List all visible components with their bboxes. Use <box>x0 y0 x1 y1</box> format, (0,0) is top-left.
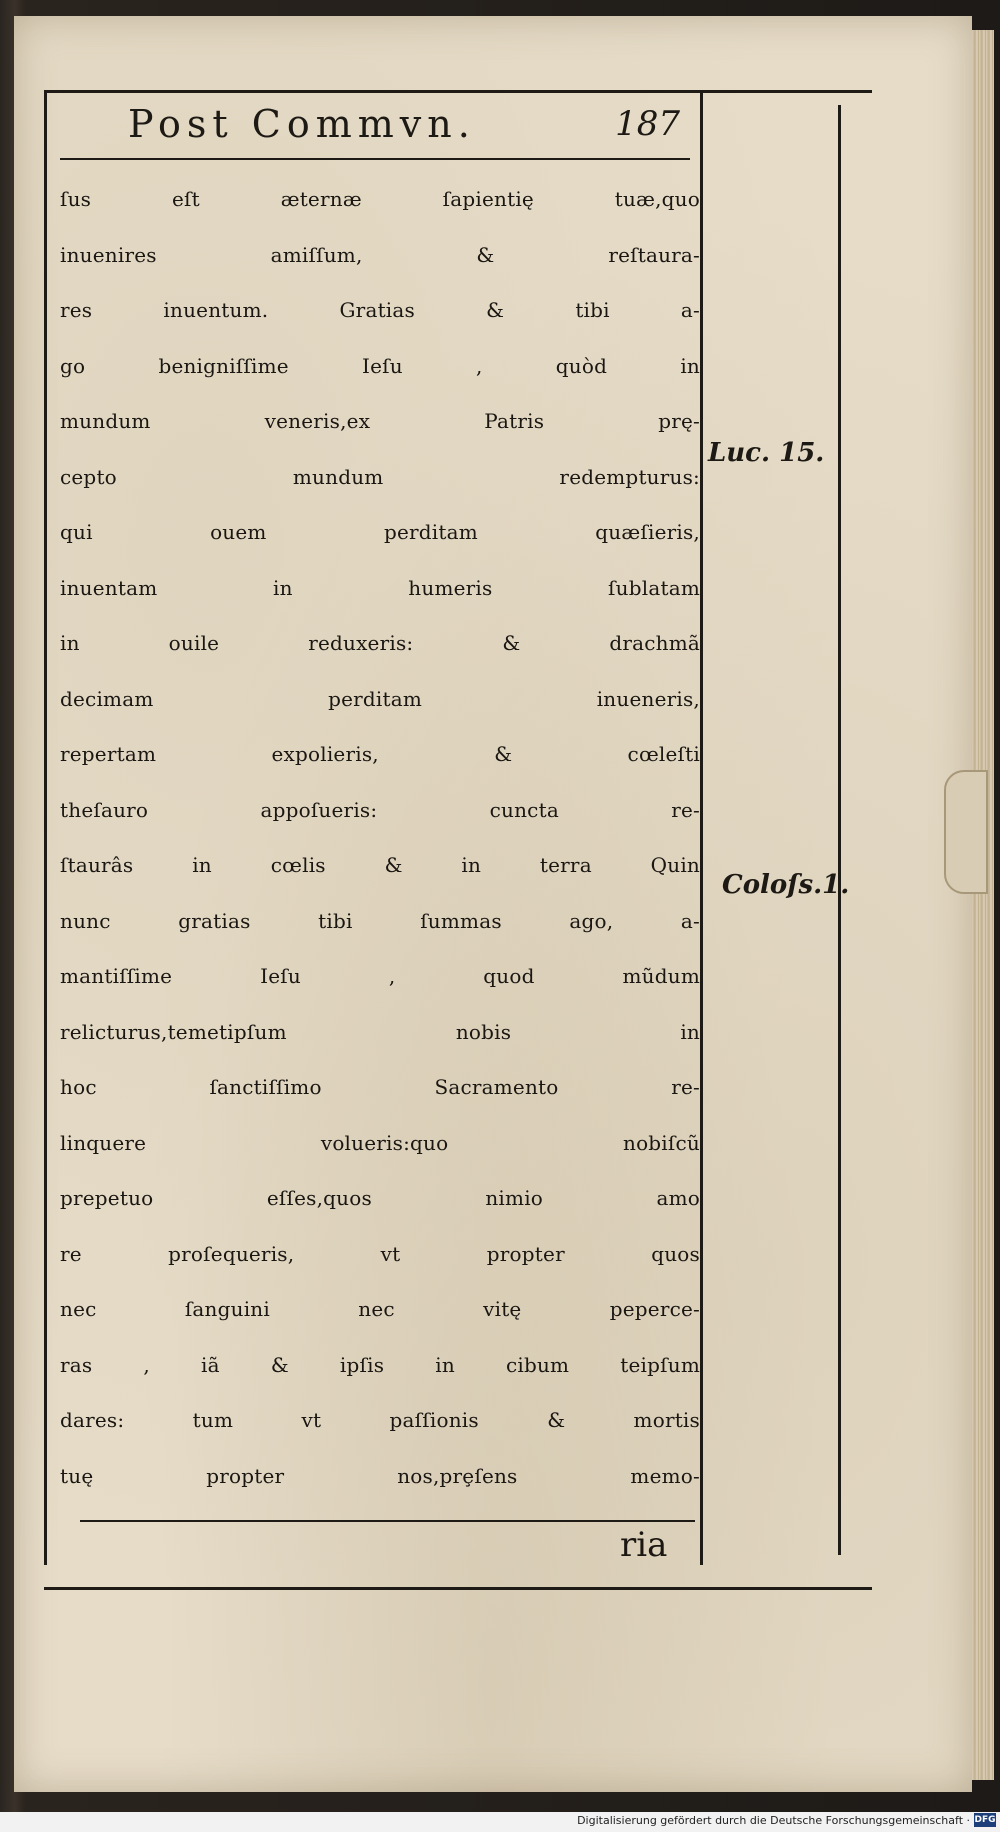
page-number: 187 <box>615 104 680 144</box>
text-line: cepto mundum redempturus: <box>60 464 700 489</box>
page-fore-edge <box>972 30 994 1780</box>
marginal-note-colossians: Coloſs.1. <box>722 870 850 900</box>
margin-column-right-rule <box>838 105 841 1555</box>
text-line: prepetuo eſſes,quos nimio amo <box>60 1186 700 1210</box>
text-line: mundum veneris,ex Patris prę- <box>60 409 700 433</box>
thumb-tab <box>944 770 988 894</box>
text-line: tuę propter nos,prȩſens memo- <box>60 1463 700 1488</box>
text-line: dares: tum vt paſſionis & mortis <box>60 1408 700 1432</box>
text-line: hoc ſanctiſſimo Sacramento re- <box>60 1075 700 1099</box>
text-line: relicturus,temetipſum nobis in <box>60 1019 700 1044</box>
dfg-logo: DFG <box>974 1815 996 1825</box>
text-line: linquere volueris:quo nobiſcũ <box>60 1130 700 1155</box>
text-line: res inuentum. Gratias & tibi a- <box>60 298 700 322</box>
header-rule <box>60 158 690 160</box>
frame-bottom-rule <box>44 1587 872 1590</box>
digitization-credit: Digitalisierung gefördert durch die Deutsche Forschungsgemeinschaft · <box>577 1814 970 1827</box>
text-line: re proſequeris, vt propter quos <box>60 1241 700 1266</box>
text-line: nunc gratias tibi ſummas ago, a- <box>60 908 700 933</box>
text-column-right-rule <box>700 90 703 1565</box>
text-line: qui ouem perditam quæſieris, <box>60 520 700 544</box>
text-line: nec ſanguini nec vitę peperce- <box>60 1297 700 1321</box>
text-line: ſus eſt æternæ ſapientię tuæ,quo <box>60 187 700 211</box>
text-line: go benigniſſime Ieſu , quòd in <box>60 353 700 378</box>
marginal-note-luke: Luc. 15. <box>708 438 825 468</box>
catchword: ria <box>620 1525 668 1565</box>
text-line: decimam perditam inueneris, <box>60 686 700 711</box>
text-line: inuentam in humeris ſublatam <box>60 575 700 600</box>
frame-top-rule <box>44 90 872 93</box>
frame-left-rule <box>44 90 47 1565</box>
body-text <box>60 172 700 1504</box>
text-line: mantiſſime Ieſu , quod mũdum <box>60 964 700 988</box>
text-line: in ouile reduxeris: & drachmã <box>60 631 700 655</box>
text-line: repertam expolieris, & cœleſti <box>60 742 700 766</box>
text-line: ſtaurâs in cœlis & in terra Quin <box>60 853 700 877</box>
lower-text-rule <box>80 1520 695 1522</box>
running-head-title: Post Commvn. <box>128 102 476 146</box>
running-head <box>60 102 680 152</box>
text-line: inuenires amiſſum, & reſtaura- <box>60 242 700 267</box>
text-line: theſauro appoſueris: cuncta re- <box>60 797 700 822</box>
text-line: ras , iã & ipſis in cibum teipſum <box>60 1352 700 1377</box>
